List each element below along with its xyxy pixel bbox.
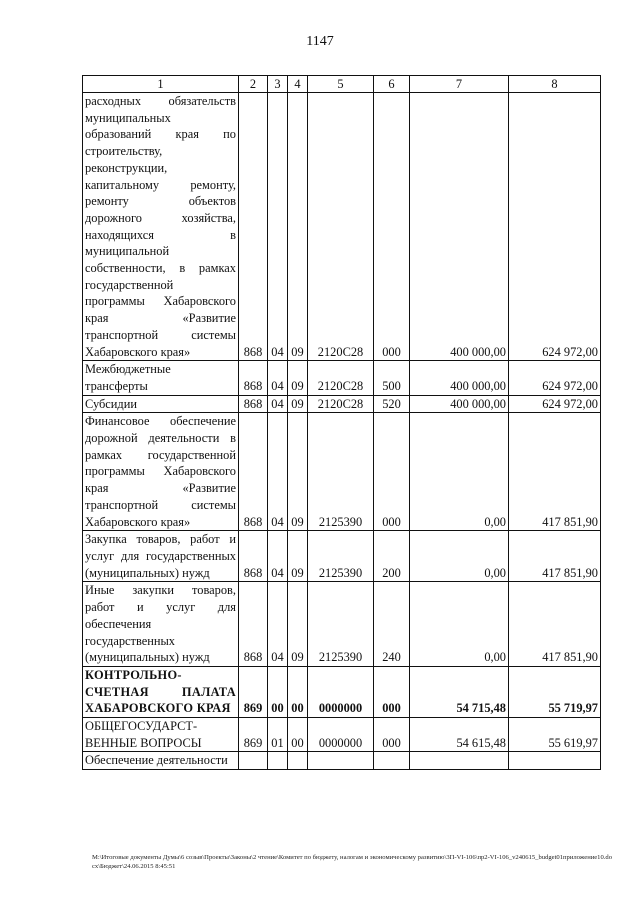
table-row <box>83 361 601 395</box>
row-name: Закупка товаров, работ и услуг для государственных (муниципальных) нужд <box>83 531 239 582</box>
row-col-8: 417 851,90 <box>509 531 601 582</box>
row-col-4: 00 <box>288 718 308 752</box>
row-name: Иные закупки товаров, работ и услуг для обеспечения государственных (муниципальных) нужд <box>83 582 239 667</box>
row-col-4: 00 <box>288 666 308 717</box>
table-row <box>83 752 601 770</box>
budget-table <box>82 75 601 770</box>
row-col-2: 868 <box>239 93 268 361</box>
row-col-8 <box>509 752 601 770</box>
row-col-4: 09 <box>288 531 308 582</box>
header-col-8: 8 <box>509 76 601 93</box>
table-row <box>83 582 601 667</box>
header-col-6: 6 <box>374 76 410 93</box>
table-row <box>83 395 601 413</box>
row-col-5: 0000000 <box>308 718 374 752</box>
row-col-3 <box>268 752 288 770</box>
row-col-3: 04 <box>268 413 288 531</box>
row-col-5: 2125390 <box>308 531 374 582</box>
table-row <box>83 718 601 752</box>
row-col-8: 417 851,90 <box>509 582 601 667</box>
table-row <box>83 666 601 717</box>
row-col-8: 624 972,00 <box>509 93 601 361</box>
row-col-6: 520 <box>374 395 410 413</box>
header-col-1: 1 <box>83 76 239 93</box>
row-col-2: 868 <box>239 531 268 582</box>
row-col-7: 0,00 <box>410 413 509 531</box>
row-col-6: 200 <box>374 531 410 582</box>
row-col-5: 2120С28 <box>308 93 374 361</box>
table-header-row <box>83 76 601 93</box>
table-row <box>83 413 601 531</box>
row-name: расходных обязательств муниципальных образований края по строительству, реконструкции, капитальному ремонту, ремонту объектов дорожного хозяйства, находящихся в муниципальной собственности, в рамках государственной программы Хабаровского края «Развитие транспортной системы Хабаровского края» <box>83 93 239 361</box>
header-col-5: 5 <box>308 76 374 93</box>
row-col-8: 417 851,90 <box>509 413 601 531</box>
row-col-2: 868 <box>239 361 268 395</box>
row-col-4: 09 <box>288 582 308 667</box>
row-col-4: 09 <box>288 395 308 413</box>
row-col-3: 04 <box>268 361 288 395</box>
row-col-8: 624 972,00 <box>509 361 601 395</box>
row-col-3: 01 <box>268 718 288 752</box>
page-number: 1147 <box>306 34 334 49</box>
row-col-6: 240 <box>374 582 410 667</box>
row-col-2: 868 <box>239 395 268 413</box>
row-col-3: 04 <box>268 531 288 582</box>
row-name: Финансовое обеспечение дорожной деятельности в рамках государственной программы Хабаровского края «Развитие транспортной системы Хабаровского края» <box>83 413 239 531</box>
row-name: Межбюджетные трансферты <box>83 361 239 395</box>
row-col-5: 0000000 <box>308 666 374 717</box>
header-col-4: 4 <box>288 76 308 93</box>
row-name: ОБЩЕГОСУДАРСТ-ВЕННЫЕ ВОПРОСЫ <box>83 718 239 752</box>
row-col-2: 869 <box>239 666 268 717</box>
row-col-2: 868 <box>239 413 268 531</box>
row-col-5 <box>308 752 374 770</box>
row-col-3: 04 <box>268 582 288 667</box>
row-col-5: 2125390 <box>308 582 374 667</box>
row-col-7 <box>410 752 509 770</box>
row-col-2: 868 <box>239 582 268 667</box>
row-col-3: 04 <box>268 395 288 413</box>
row-col-4: 09 <box>288 361 308 395</box>
row-col-6: 500 <box>374 361 410 395</box>
row-col-3: 04 <box>268 93 288 361</box>
row-col-2: 869 <box>239 718 268 752</box>
table-body <box>83 93 601 770</box>
table-row <box>83 93 601 361</box>
row-col-4 <box>288 752 308 770</box>
row-col-4: 09 <box>288 413 308 531</box>
row-col-6: 000 <box>374 93 410 361</box>
row-col-7: 54 615,48 <box>410 718 509 752</box>
row-col-5: 2125390 <box>308 413 374 531</box>
row-col-8: 55 719,97 <box>509 666 601 717</box>
row-col-6: 000 <box>374 666 410 717</box>
row-col-6: 000 <box>374 718 410 752</box>
row-col-3: 00 <box>268 666 288 717</box>
row-col-8: 624 972,00 <box>509 395 601 413</box>
table-row <box>83 531 601 582</box>
header-col-2: 2 <box>239 76 268 93</box>
row-col-7: 0,00 <box>410 582 509 667</box>
row-name: Обеспечение деятельности <box>83 752 239 770</box>
row-col-7: 400 000,00 <box>410 361 509 395</box>
row-col-7: 400 000,00 <box>410 395 509 413</box>
row-col-7: 0,00 <box>410 531 509 582</box>
row-name: КОНТРОЛЬНО-СЧЕТНАЯ ПАЛАТА ХАБАРОВСКОГО КРАЯ <box>83 666 239 717</box>
footer-file-path: M:\Итоговые документы Думы\6 созыв\Проекты\Законы\2 чтение\Комитет по бюджету, налогам и экономическому развитию\3П-VI-106\пр2-VI-106_v240615_budget01приложение10.docx\Бюджет\24.06.2015 8:45:51 <box>92 854 613 870</box>
row-col-7: 54 715,48 <box>410 666 509 717</box>
row-name: Субсидии <box>83 395 239 413</box>
header-col-3: 3 <box>268 76 288 93</box>
header-col-7: 7 <box>410 76 509 93</box>
row-col-6: 000 <box>374 413 410 531</box>
row-col-4: 09 <box>288 93 308 361</box>
row-col-8: 55 619,97 <box>509 718 601 752</box>
row-col-6 <box>374 752 410 770</box>
row-col-5: 2120С28 <box>308 361 374 395</box>
row-col-5: 2120С28 <box>308 395 374 413</box>
row-col-7: 400 000,00 <box>410 93 509 361</box>
row-col-2 <box>239 752 268 770</box>
